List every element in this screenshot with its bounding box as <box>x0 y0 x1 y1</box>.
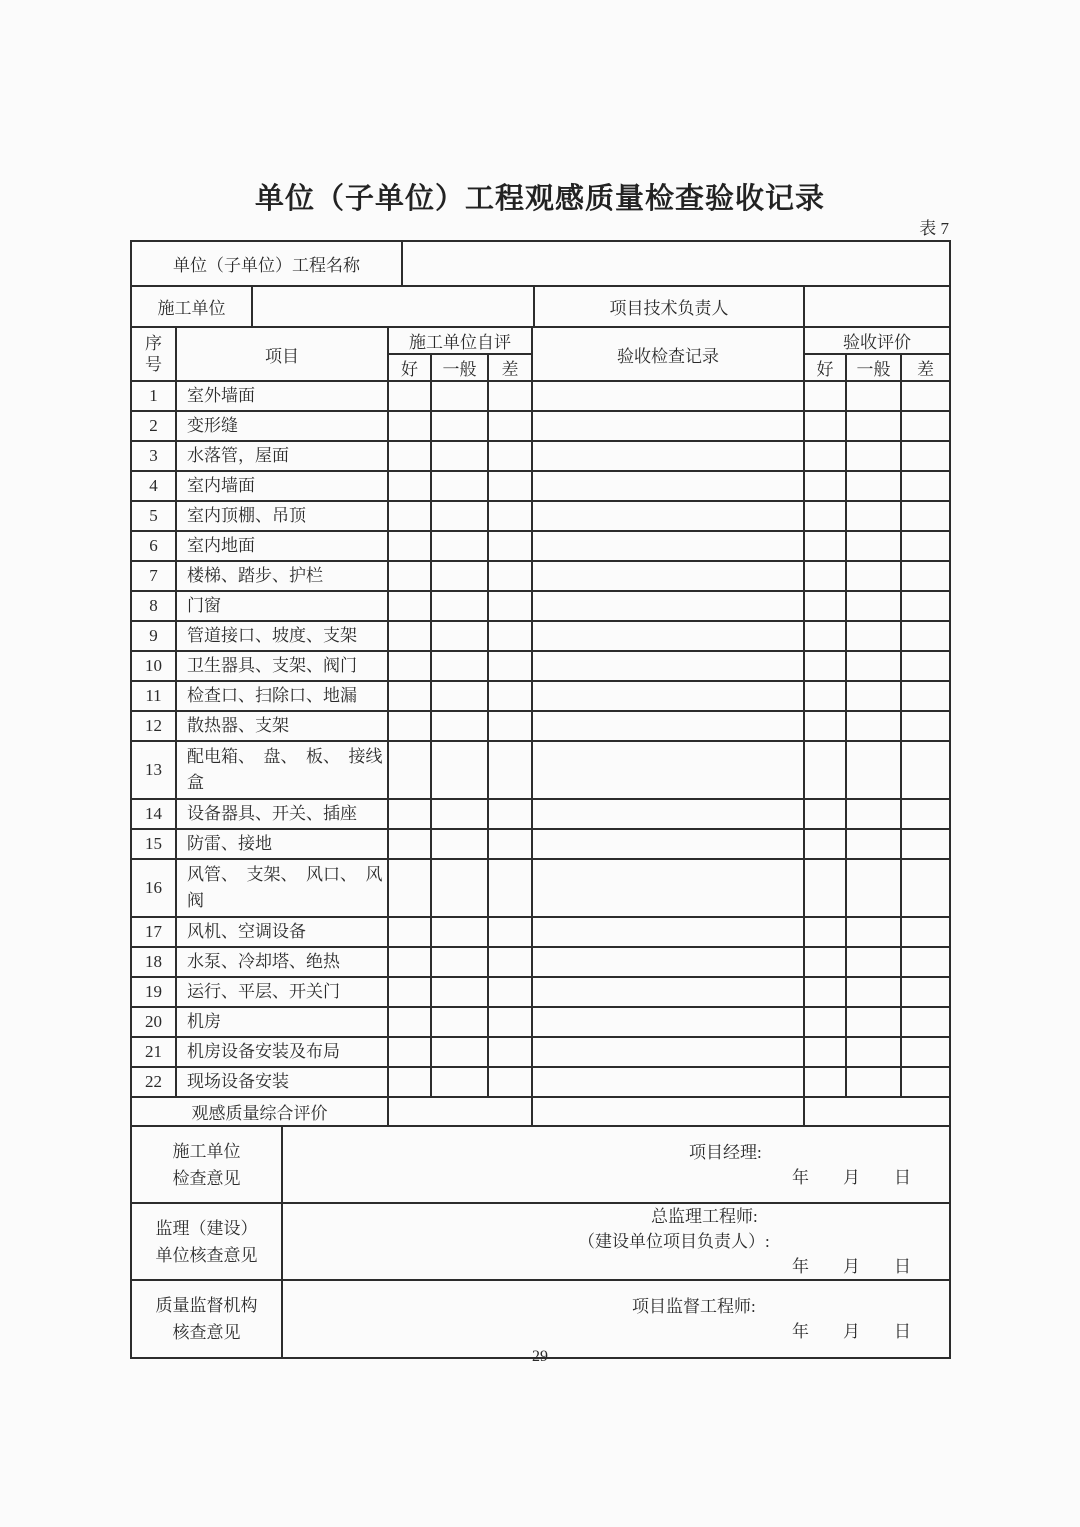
builder-value <box>252 286 534 327</box>
record-cell <box>532 591 804 621</box>
item-name: 机房 <box>176 1007 388 1037</box>
column-header-acceptance: 验收评价 <box>804 327 950 354</box>
item-number: 19 <box>131 977 176 1007</box>
self-average-cell <box>431 1007 488 1037</box>
column-header-self-assess: 施工单位自评 <box>388 327 532 354</box>
accept-average-cell <box>846 651 901 681</box>
supervisor-date-line: 年 月 日 <box>792 1257 911 1276</box>
supervisor-opinion-content <box>282 1203 950 1280</box>
item-number: 18 <box>131 947 176 977</box>
item-name: 楼梯、踏步、护栏 <box>176 561 388 591</box>
supervisor-opinion-row <box>131 1203 950 1280</box>
quality-agency-opinion-label: 质量监督机构 核查意见 <box>131 1280 282 1358</box>
record-cell <box>532 977 804 1007</box>
summary-acceptance-cell <box>804 1097 950 1126</box>
accept-good-cell <box>804 531 846 561</box>
item-number: 11 <box>131 681 176 711</box>
items-body <box>131 381 950 1097</box>
self-average-cell <box>431 531 488 561</box>
item-name: 水落管，屋面 <box>176 441 388 471</box>
accept-good-cell <box>804 1007 846 1037</box>
self-good-cell <box>388 621 431 651</box>
accept-poor-cell <box>901 411 950 441</box>
accept-poor-cell <box>901 681 950 711</box>
table-row <box>131 501 950 531</box>
table-row <box>131 799 950 829</box>
self-good-cell <box>388 561 431 591</box>
accept-good-cell <box>804 1037 846 1067</box>
accept-average-cell <box>846 977 901 1007</box>
accept-average-cell <box>846 711 901 741</box>
builder-row <box>131 286 950 327</box>
item-name: 室内顶棚、吊顶 <box>176 501 388 531</box>
quality-agency-opinion-row <box>131 1280 950 1358</box>
self-average-cell <box>431 917 488 947</box>
column-header-self-poor: 差 <box>488 354 532 381</box>
self-poor-cell <box>488 591 532 621</box>
item-name: 现场设备安装 <box>176 1067 388 1097</box>
item-name: 散热器、支架 <box>176 711 388 741</box>
item-name: 风管、 支架、 风口、 风阀 <box>176 859 388 917</box>
record-cell <box>532 741 804 799</box>
item-number: 10 <box>131 651 176 681</box>
self-poor-cell <box>488 471 532 501</box>
self-average-cell <box>431 799 488 829</box>
self-poor-cell <box>488 741 532 799</box>
self-good-cell <box>388 681 431 711</box>
self-good-cell <box>388 947 431 977</box>
quality-agency-opinion-content <box>282 1280 950 1358</box>
item-number: 7 <box>131 561 176 591</box>
self-good-cell <box>388 829 431 859</box>
table-number-label: 表 7 <box>919 219 949 238</box>
self-average-cell <box>431 741 488 799</box>
item-name: 运行、平层、开关门 <box>176 977 388 1007</box>
self-good-cell <box>388 711 431 741</box>
builder-opinion-row <box>131 1126 950 1203</box>
item-number: 1 <box>131 381 176 411</box>
record-cell <box>532 947 804 977</box>
self-good-cell <box>388 471 431 501</box>
accept-average-cell <box>846 1037 901 1067</box>
accept-poor-cell <box>901 1007 950 1037</box>
table-row <box>131 471 950 501</box>
owner-representative-sign-line: （建设单位项目负责人）: <box>578 1232 770 1251</box>
self-good-cell <box>388 411 431 441</box>
accept-good-cell <box>804 681 846 711</box>
accept-good-cell <box>804 591 846 621</box>
item-name: 机房设备安装及布局 <box>176 1037 388 1067</box>
accept-good-cell <box>804 741 846 799</box>
accept-poor-cell <box>901 711 950 741</box>
builder-date-line: 年 月 日 <box>792 1167 911 1187</box>
accept-poor-cell <box>901 947 950 977</box>
accept-poor-cell <box>901 501 950 531</box>
self-average-cell <box>431 1067 488 1097</box>
column-header-item: 项目 <box>176 327 388 381</box>
summary-record-cell <box>532 1097 804 1126</box>
self-poor-cell <box>488 947 532 977</box>
quality-agency-date-line: 年 月 日 <box>792 1322 911 1341</box>
accept-poor-cell <box>901 621 950 651</box>
self-average-cell <box>431 501 488 531</box>
self-poor-cell <box>488 799 532 829</box>
project-manager-sign-line: 项目经理: <box>689 1142 762 1162</box>
accept-average-cell <box>846 741 901 799</box>
accept-average-cell <box>846 917 901 947</box>
self-average-cell <box>431 829 488 859</box>
item-number: 15 <box>131 829 176 859</box>
accept-poor-cell <box>901 651 950 681</box>
self-average-cell <box>431 859 488 917</box>
summary-self-assess-cell <box>388 1097 532 1126</box>
self-poor-cell <box>488 829 532 859</box>
info-table <box>130 240 951 328</box>
self-poor-cell <box>488 1007 532 1037</box>
self-good-cell <box>388 1067 431 1097</box>
self-average-cell <box>431 711 488 741</box>
column-header-accept-good: 好 <box>804 354 846 381</box>
item-number: 17 <box>131 917 176 947</box>
table-row <box>131 741 950 799</box>
self-poor-cell <box>488 711 532 741</box>
item-name: 防雷、接地 <box>176 829 388 859</box>
accept-average-cell <box>846 441 901 471</box>
item-name: 变形缝 <box>176 411 388 441</box>
self-poor-cell <box>488 1037 532 1067</box>
item-name: 室内地面 <box>176 531 388 561</box>
self-average-cell <box>431 441 488 471</box>
item-number: 5 <box>131 501 176 531</box>
project-name-row <box>131 241 950 286</box>
self-good-cell <box>388 917 431 947</box>
record-cell <box>532 859 804 917</box>
self-average-cell <box>431 621 488 651</box>
accept-good-cell <box>804 561 846 591</box>
self-poor-cell <box>488 681 532 711</box>
record-cell <box>532 651 804 681</box>
table-row <box>131 561 950 591</box>
self-poor-cell <box>488 411 532 441</box>
self-good-cell <box>388 381 431 411</box>
accept-poor-cell <box>901 381 950 411</box>
self-average-cell <box>431 411 488 441</box>
table-row <box>131 711 950 741</box>
table-row <box>131 829 950 859</box>
item-number: 20 <box>131 1007 176 1037</box>
accept-average-cell <box>846 381 901 411</box>
accept-average-cell <box>846 591 901 621</box>
self-good-cell <box>388 591 431 621</box>
table-row <box>131 917 950 947</box>
summary-label: 观感质量综合评价 <box>131 1097 388 1126</box>
accept-good-cell <box>804 441 846 471</box>
record-cell <box>532 1007 804 1037</box>
table-row <box>131 977 950 1007</box>
accept-average-cell <box>846 681 901 711</box>
item-name: 检查口、扫除口、地漏 <box>176 681 388 711</box>
accept-average-cell <box>846 799 901 829</box>
item-name: 管道接口、坡度、支架 <box>176 621 388 651</box>
accept-poor-cell <box>901 591 950 621</box>
self-good-cell <box>388 741 431 799</box>
self-poor-cell <box>488 651 532 681</box>
self-poor-cell <box>488 977 532 1007</box>
accept-average-cell <box>846 501 901 531</box>
tech-lead-value <box>804 286 950 327</box>
self-poor-cell <box>488 859 532 917</box>
record-cell <box>532 1067 804 1097</box>
table-row <box>131 947 950 977</box>
table-row <box>131 681 950 711</box>
accept-poor-cell <box>901 561 950 591</box>
page-number: 29 <box>532 1348 548 1365</box>
item-number: 3 <box>131 441 176 471</box>
table-row <box>131 859 950 917</box>
self-good-cell <box>388 859 431 917</box>
item-name: 卫生器具、支架、阀门 <box>176 651 388 681</box>
table-row <box>131 441 950 471</box>
record-cell <box>532 531 804 561</box>
table-row <box>131 1037 950 1067</box>
record-cell <box>532 917 804 947</box>
self-good-cell <box>388 651 431 681</box>
accept-good-cell <box>804 651 846 681</box>
self-poor-cell <box>488 1067 532 1097</box>
item-name: 室内墙面 <box>176 471 388 501</box>
accept-good-cell <box>804 471 846 501</box>
item-number: 14 <box>131 799 176 829</box>
accept-poor-cell <box>901 1067 950 1097</box>
accept-good-cell <box>804 859 846 917</box>
self-average-cell <box>431 471 488 501</box>
accept-poor-cell <box>901 859 950 917</box>
table-row <box>131 411 950 441</box>
signatures-table <box>130 1125 951 1359</box>
self-average-cell <box>431 561 488 591</box>
accept-good-cell <box>804 829 846 859</box>
self-poor-cell <box>488 917 532 947</box>
item-number: 16 <box>131 859 176 917</box>
item-number: 6 <box>131 531 176 561</box>
table-row <box>131 591 950 621</box>
accept-average-cell <box>846 561 901 591</box>
accept-good-cell <box>804 411 846 441</box>
self-poor-cell <box>488 501 532 531</box>
self-poor-cell <box>488 441 532 471</box>
accept-good-cell <box>804 977 846 1007</box>
accept-average-cell <box>846 1067 901 1097</box>
supervisor-opinion-label: 监理（建设） 单位核查意见 <box>131 1203 282 1280</box>
accept-average-cell <box>846 411 901 441</box>
self-poor-cell <box>488 561 532 591</box>
self-average-cell <box>431 947 488 977</box>
record-cell <box>532 711 804 741</box>
self-good-cell <box>388 531 431 561</box>
self-poor-cell <box>488 381 532 411</box>
table-row <box>131 1007 950 1037</box>
header-row-1 <box>131 327 950 354</box>
accept-good-cell <box>804 947 846 977</box>
record-cell <box>532 471 804 501</box>
column-header-accept-average: 一般 <box>846 354 901 381</box>
record-cell <box>532 1037 804 1067</box>
accept-average-cell <box>846 829 901 859</box>
accept-good-cell <box>804 1067 846 1097</box>
item-name: 风机、空调设备 <box>176 917 388 947</box>
column-header-record: 验收检查记录 <box>532 327 804 381</box>
record-cell <box>532 411 804 441</box>
column-header-self-good: 好 <box>388 354 431 381</box>
item-number: 13 <box>131 741 176 799</box>
project-name-label: 单位（子单位）工程名称 <box>131 241 402 286</box>
self-good-cell <box>388 441 431 471</box>
self-average-cell <box>431 651 488 681</box>
accept-good-cell <box>804 917 846 947</box>
accept-average-cell <box>846 947 901 977</box>
item-number: 12 <box>131 711 176 741</box>
record-cell <box>532 381 804 411</box>
self-good-cell <box>388 501 431 531</box>
accept-average-cell <box>846 621 901 651</box>
column-header-self-average: 一般 <box>431 354 488 381</box>
item-number: 2 <box>131 411 176 441</box>
tech-lead-label: 项目技术负责人 <box>534 286 804 327</box>
accept-poor-cell <box>901 531 950 561</box>
record-cell <box>532 561 804 591</box>
item-number: 4 <box>131 471 176 501</box>
self-good-cell <box>388 977 431 1007</box>
project-name-value <box>402 241 950 286</box>
table-row <box>131 531 950 561</box>
table-row <box>131 621 950 651</box>
chief-supervisor-sign-line: 总监理工程师: <box>651 1207 758 1226</box>
self-average-cell <box>431 381 488 411</box>
item-name: 室外墙面 <box>176 381 388 411</box>
builder-opinion-label: 施工单位 检查意见 <box>131 1126 282 1203</box>
self-average-cell <box>431 977 488 1007</box>
record-cell <box>532 441 804 471</box>
record-cell <box>532 681 804 711</box>
self-average-cell <box>431 1037 488 1067</box>
accept-poor-cell <box>901 799 950 829</box>
column-header-accept-poor: 差 <box>901 354 950 381</box>
self-poor-cell <box>488 531 532 561</box>
self-good-cell <box>388 1007 431 1037</box>
record-cell <box>532 501 804 531</box>
builder-label: 施工单位 <box>131 286 252 327</box>
accept-average-cell <box>846 531 901 561</box>
checklist-table <box>130 326 951 1127</box>
column-header-seq: 序号 <box>131 327 176 381</box>
self-good-cell <box>388 799 431 829</box>
page-title: 单位（子单位）工程观感质量检查验收记录 <box>254 183 825 215</box>
accept-poor-cell <box>901 977 950 1007</box>
accept-poor-cell <box>901 917 950 947</box>
item-number: 22 <box>131 1067 176 1097</box>
item-number: 8 <box>131 591 176 621</box>
accept-poor-cell <box>901 741 950 799</box>
accept-poor-cell <box>901 829 950 859</box>
item-number: 9 <box>131 621 176 651</box>
summary-row <box>131 1097 950 1126</box>
project-quality-supervisor-sign-line: 项目监督工程师: <box>632 1297 756 1316</box>
accept-poor-cell <box>901 441 950 471</box>
accept-average-cell <box>846 859 901 917</box>
record-cell <box>532 799 804 829</box>
record-cell <box>532 829 804 859</box>
accept-poor-cell <box>901 471 950 501</box>
item-name: 门窗 <box>176 591 388 621</box>
self-good-cell <box>388 1037 431 1067</box>
accept-average-cell <box>846 1007 901 1037</box>
item-name: 设备器具、开关、插座 <box>176 799 388 829</box>
table-row <box>131 1067 950 1097</box>
accept-average-cell <box>846 471 901 501</box>
inspection-form <box>130 240 949 1359</box>
builder-opinion-content <box>282 1126 950 1203</box>
table-row <box>131 381 950 411</box>
accept-good-cell <box>804 501 846 531</box>
accept-good-cell <box>804 621 846 651</box>
table-row <box>131 651 950 681</box>
self-average-cell <box>431 591 488 621</box>
accept-poor-cell <box>901 1037 950 1067</box>
item-name: 水泵、冷却塔、绝热 <box>176 947 388 977</box>
record-cell <box>532 621 804 651</box>
item-number: 21 <box>131 1037 176 1067</box>
self-poor-cell <box>488 621 532 651</box>
self-average-cell <box>431 681 488 711</box>
accept-good-cell <box>804 381 846 411</box>
item-name: 配电箱、 盘、 板、 接线盒 <box>176 741 388 799</box>
accept-good-cell <box>804 711 846 741</box>
accept-good-cell <box>804 799 846 829</box>
